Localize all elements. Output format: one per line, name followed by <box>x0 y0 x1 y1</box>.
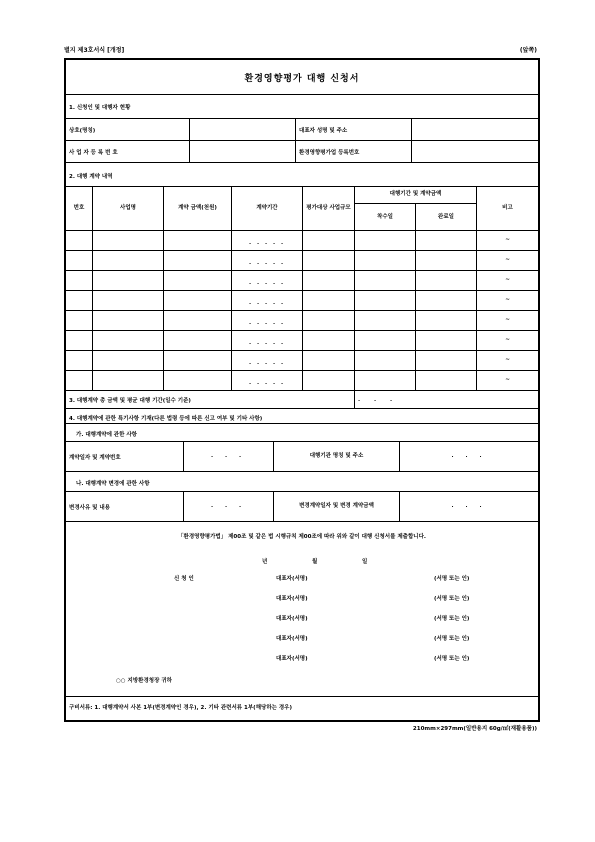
sub1-label: 계약일자 및 계약번호 <box>66 442 184 471</box>
section4-sub1-row <box>66 424 538 442</box>
table-cell[interactable] <box>93 311 164 330</box>
table-cell[interactable] <box>303 311 355 330</box>
sub1-label2: 대행기관 명칭 및 주소 <box>274 442 400 471</box>
form-title-box <box>66 60 538 95</box>
table-cell[interactable]: ~ <box>505 237 510 243</box>
table-cell[interactable] <box>93 231 164 250</box>
table-cell[interactable] <box>355 291 416 310</box>
table-cell[interactable] <box>93 271 164 290</box>
section1-row-2 <box>66 141 538 163</box>
signature-role: 대표자(서명) <box>276 596 308 602</box>
recipient: ○○ 지방환경청장 귀하 <box>116 678 172 684</box>
signature-seal[interactable]: (서명 또는 인) <box>434 616 470 622</box>
section4-sub1-fields <box>66 442 538 472</box>
table-cell[interactable] <box>93 351 164 370</box>
table-cell[interactable] <box>66 231 93 250</box>
section1-heading-row <box>66 94 538 119</box>
form-frame <box>64 58 540 722</box>
section4-sub1: 가. 대행계약에 관한 사항 <box>76 432 137 438</box>
col-end-date: 완료일 <box>416 204 477 230</box>
table-cell[interactable] <box>355 371 416 390</box>
table-cell[interactable] <box>355 271 416 290</box>
table-cell[interactable]: . . . . . <box>232 331 303 350</box>
section1-label-b1: 대표자 성명 및 주소 <box>296 119 412 140</box>
table-cell[interactable]: ~ <box>505 277 510 283</box>
table-cell[interactable] <box>303 251 355 270</box>
col-project-name: 사업명 <box>93 187 164 230</box>
table-cell[interactable] <box>164 271 232 290</box>
table-cell[interactable]: . . . . . <box>232 251 303 270</box>
page-side-label: (앞쪽) <box>519 47 537 54</box>
table-cell[interactable] <box>416 351 477 370</box>
table-cell[interactable] <box>303 331 355 350</box>
table-cell[interactable]: ~ <box>505 317 510 323</box>
section1-row-1 <box>66 119 538 141</box>
table-cell[interactable] <box>164 371 232 390</box>
table-cell[interactable]: . . . . . <box>232 291 303 310</box>
section1-label-a2: 사 업 자 등 록 번 호 <box>66 141 190 162</box>
signature-role: 대표자(서명) <box>276 576 308 582</box>
table-cell[interactable] <box>355 251 416 270</box>
col-contract-period: 계약기간 <box>232 187 303 230</box>
section1-value-b1[interactable] <box>412 119 538 140</box>
col-remarks: 비고 <box>502 205 513 211</box>
table-cell[interactable] <box>416 291 477 310</box>
sub2-value2[interactable]: . . . <box>451 503 487 509</box>
section4-sub2-row <box>66 472 538 492</box>
table-cell[interactable] <box>303 371 355 390</box>
signature-role: 대표자(서명) <box>276 656 308 662</box>
signature-seal[interactable]: (서명 또는 인) <box>434 636 470 642</box>
table-cell[interactable]: . . . . . <box>232 351 303 370</box>
sub2-label2: 변경계약일자 및 변경 계약금액 <box>274 492 400 521</box>
table-cell[interactable] <box>93 371 164 390</box>
sub2-label: 변경사유 및 내용 <box>66 492 184 521</box>
table-cell[interactable] <box>303 291 355 310</box>
table-cell[interactable]: ~ <box>505 357 510 363</box>
date-year: 년 <box>262 559 268 565</box>
attachment-divider <box>66 696 538 697</box>
table-cell[interactable] <box>355 311 416 330</box>
col-project-scale: 평가대상 사업규모 <box>303 187 355 230</box>
table-row <box>66 271 538 291</box>
table-row <box>66 351 538 371</box>
section2-heading: 2. 대행 계약 내역 <box>69 174 113 180</box>
table-row <box>66 331 538 351</box>
signature-role: 대표자(서명) <box>276 636 308 642</box>
date-day: 일 <box>362 559 368 565</box>
table-row <box>66 311 538 331</box>
form-number: 별지 제3호서식 [개정] <box>64 47 125 54</box>
section1-label-b2: 환경영향평가업 등록번호 <box>296 141 412 162</box>
section1-value-a1[interactable] <box>190 119 296 140</box>
table-cell[interactable]: . . . . . <box>232 371 303 390</box>
table-row <box>66 231 538 251</box>
table-cell[interactable] <box>66 291 93 310</box>
total-row <box>66 391 538 409</box>
total-label: 3. 대행계약 총 금액 및 평균 대행 기간(일수 기준) <box>66 391 355 408</box>
table-cell[interactable] <box>66 331 93 350</box>
table-row <box>66 291 538 311</box>
table-row <box>66 371 538 391</box>
table-cell[interactable] <box>93 291 164 310</box>
sub1-value2[interactable]: . . . <box>451 453 487 459</box>
col-start-date: 착수일 <box>355 204 416 230</box>
table-cell[interactable]: ~ <box>505 377 510 383</box>
table-cell[interactable] <box>93 331 164 350</box>
signature-seal[interactable]: (서명 또는 인) <box>434 656 470 662</box>
table-cell[interactable] <box>66 371 93 390</box>
table-cell[interactable] <box>355 351 416 370</box>
table-cell[interactable] <box>416 231 477 250</box>
signature-seal[interactable]: (서명 또는 인) <box>434 576 470 582</box>
table-cell[interactable]: . . . . . <box>232 271 303 290</box>
table-cell[interactable] <box>303 231 355 250</box>
table-cell[interactable] <box>164 331 232 350</box>
section4-heading-row <box>66 409 538 424</box>
table-cell[interactable]: . . . . . <box>232 311 303 330</box>
col-number: 번호 <box>66 187 93 230</box>
declaration-text: 「환경영향평가법」 제00조 및 같은 법 시행규칙 제00조에 따라 위와 같이 대행 신청서를 제출합니다. <box>178 534 426 540</box>
table-cell[interactable] <box>66 271 93 290</box>
signature-seal[interactable]: (서명 또는 인) <box>434 596 470 602</box>
section2-table-header <box>66 187 538 231</box>
section1-label-a1: 상호(명칭) <box>66 119 190 140</box>
table-cell[interactable] <box>416 311 477 330</box>
table-cell[interactable] <box>303 351 355 370</box>
form-title: 환경영향평가 대행 신청서 <box>244 73 360 84</box>
col-period-amount: 대행기간 및 계약금액 <box>355 187 477 230</box>
applicant-label: 신 청 인 <box>174 576 194 582</box>
signature-role: 대표자(서명) <box>276 616 308 622</box>
table-row <box>66 251 538 271</box>
section1-value-a2[interactable] <box>190 141 296 162</box>
table-cell[interactable] <box>416 251 477 270</box>
attachments-note: 구비서류: 1. 대행계약서 사본 1부(변경계약인 경우), 2. 기타 관련서류 1부(해당하는 경우) <box>69 705 292 711</box>
section1-heading: 1. 신청인 및 대행자 현황 <box>69 105 131 111</box>
table-cell[interactable] <box>164 351 232 370</box>
table-cell[interactable] <box>164 251 232 270</box>
table-cell[interactable] <box>416 271 477 290</box>
col-contract-amount: 계약 금액(천원) <box>164 187 232 230</box>
table-cell[interactable] <box>93 251 164 270</box>
sub2-value[interactable]: . . . <box>184 492 274 521</box>
section2-heading-row <box>66 163 538 187</box>
section1-value-b2[interactable] <box>412 141 538 162</box>
table-cell[interactable] <box>303 271 355 290</box>
table-cell[interactable]: . . . . . <box>232 231 303 250</box>
table-cell[interactable] <box>164 311 232 330</box>
table-cell[interactable] <box>164 291 232 310</box>
table-cell[interactable]: ~ <box>505 337 510 343</box>
table-cell[interactable] <box>355 231 416 250</box>
total-value[interactable]: . . . <box>358 396 399 403</box>
table-cell[interactable]: ~ <box>505 257 510 263</box>
section4-sub2-fields <box>66 492 538 522</box>
table-cell[interactable] <box>355 331 416 350</box>
table-cell[interactable] <box>416 331 477 350</box>
section4-heading: 4. 대행계약에 관한 특기사항 기재(다른 법령 등에 따른 신고 여부 및 기타 사항) <box>69 416 263 422</box>
table-cell[interactable] <box>66 351 93 370</box>
table-cell[interactable] <box>164 231 232 250</box>
table-cell[interactable] <box>66 251 93 270</box>
date-month: 월 <box>312 559 318 565</box>
sub1-value[interactable]: . . . <box>184 442 274 471</box>
section4-sub2: 나. 대행계약 변경에 관한 사항 <box>76 481 150 487</box>
table-cell[interactable]: ~ <box>505 297 510 303</box>
table-cell[interactable] <box>416 371 477 390</box>
table-cell[interactable] <box>66 311 93 330</box>
paper-spec: 210mm×297mm(일반용지 60g/㎡(재활용품)) <box>412 726 537 732</box>
